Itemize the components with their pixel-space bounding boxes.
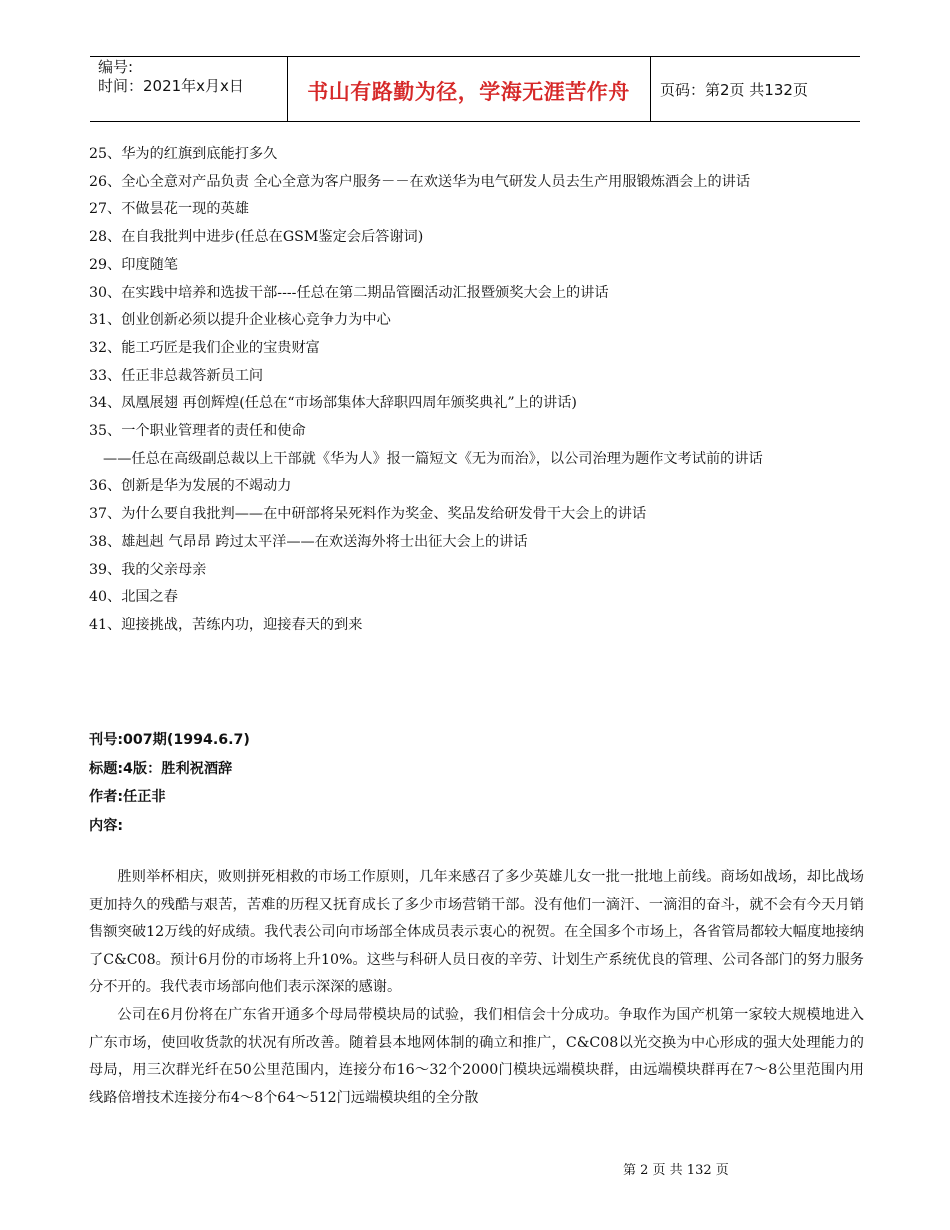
toc-item: 28、在自我批判中进步(任总在GSM鉴定会后答谢词) [89,229,424,246]
article-title: 标题:4版：胜利祝酒辞 [89,760,233,777]
toc-item: 30、在实践中培养和选拔干部----任总在第二期品管圈活动汇报暨颁奖大会上的讲话 [89,284,609,301]
toc-item: 25、华为的红旗到底能打多久 [89,146,278,162]
header-bottom-rule [90,121,860,122]
toc-item: 34、凤凰展翅 再创辉煌(任总在“市场部集体大辞职四周年颁奖典礼”上的讲话) [89,395,577,412]
toc-item: 33、任正非总裁答新员工问 [89,367,264,384]
header-top-rule [90,56,860,57]
toc-item: 41、迎接挑战，苦练内功，迎接春天的到来 [89,616,363,633]
toc-item: 27、不做昙花一现的英雄 [89,201,249,218]
page-footer: 第 2 页 共 132 页 [623,1163,729,1178]
toc-item: 26、全心全意对产品负责 全心全意为客户服务－－在欢送华为电气研发人员去生产用服锻炼酒会上的讲话 [89,173,751,190]
toc-item: 39、我的父亲母亲 [89,561,207,578]
table-of-contents [89,141,864,640]
toc-item: 40、北国之春 [89,589,178,606]
header-number-label: 编号: [98,58,134,76]
header-meta [98,58,244,96]
toc-item: 31、创业创新必须以提升企业核心竞争力为中心 [89,312,391,329]
toc-item-subtitle: ——任总在高级副总裁以上干部就《华为人》报一篇短文《无为而治》，以公司治理为题作文考试前的讲话 [103,450,763,467]
header-motto: 书山有路勤为径，学海无涯苦作舟 [307,80,630,104]
article-content-label: 内容: [89,817,124,834]
header-time-label: 时间：2021年x月x日 [98,77,244,95]
header-divider-right [650,56,651,122]
toc-item: 32、能工巧匠是我们企业的宝贵财富 [89,339,320,356]
toc-item: 29、印度随笔 [89,256,178,273]
toc-item: 36、创新是华为发展的不竭动力 [89,478,292,495]
toc-item: 38、雄赳赳 气昂昂 跨过太平洋——在欢送海外将士出征大会上的讲话 [89,533,528,550]
article-author: 作者:任正非 [89,789,166,805]
toc-item: 37、为什么要自我批判——在中研部将呆死料作为奖金、奖品发给研发骨干大会上的讲话 [89,506,647,523]
article-meta [89,726,250,840]
toc-item: 35、一个职业管理者的责任和使命 [89,423,306,440]
paragraph: 公司在6月份将在广东省开通多个母局带模块局的试验，我们相信会十分成功。争取作为国产机第一家较大规模地进入广东市场，使回收货款的状况有所改善。随着县本地网体制的确立和推广，C&C08以光交换为中心形成的强大处理能力的母局，用三次群光纤在50公里范围内，连接分布16～32个2000门模块远端模块群，由远端模块群再在7～8公里范围内用线路倍增技术连接分布4～8个64～512门远端模块组的全分散 [89,1006,864,1106]
header-page-info: 页码：第2页 共132页 [660,81,808,99]
article-issue: 刊号:007期(1994.6.7) [89,732,250,748]
paragraph: 胜则举杯相庆，败则拼死相救的市场工作原则，几年来感召了多少英雄儿女一批一批地上前线。商场如战场，却比战场更加持久的残酷与艰苦，苦难的历程又抚育成长了多少市场营销干部。没有他们一滴汗、一滴泪的奋斗，就不会有今天月销售额突破12万线的好成绩。我代表公司向市场部全体成员表示衷心的祝贺。在全国多个市场上，各省管局都较大幅度地接纳了C&C08。预计6月份的市场将上升10%。这些与科研人员日夜的辛劳、计划生产系统优良的管理、公司各部门的努力服务分不开的。我代表市场部向他们表示深深的感谢。 [89,869,864,996]
article-body [89,864,864,1112]
